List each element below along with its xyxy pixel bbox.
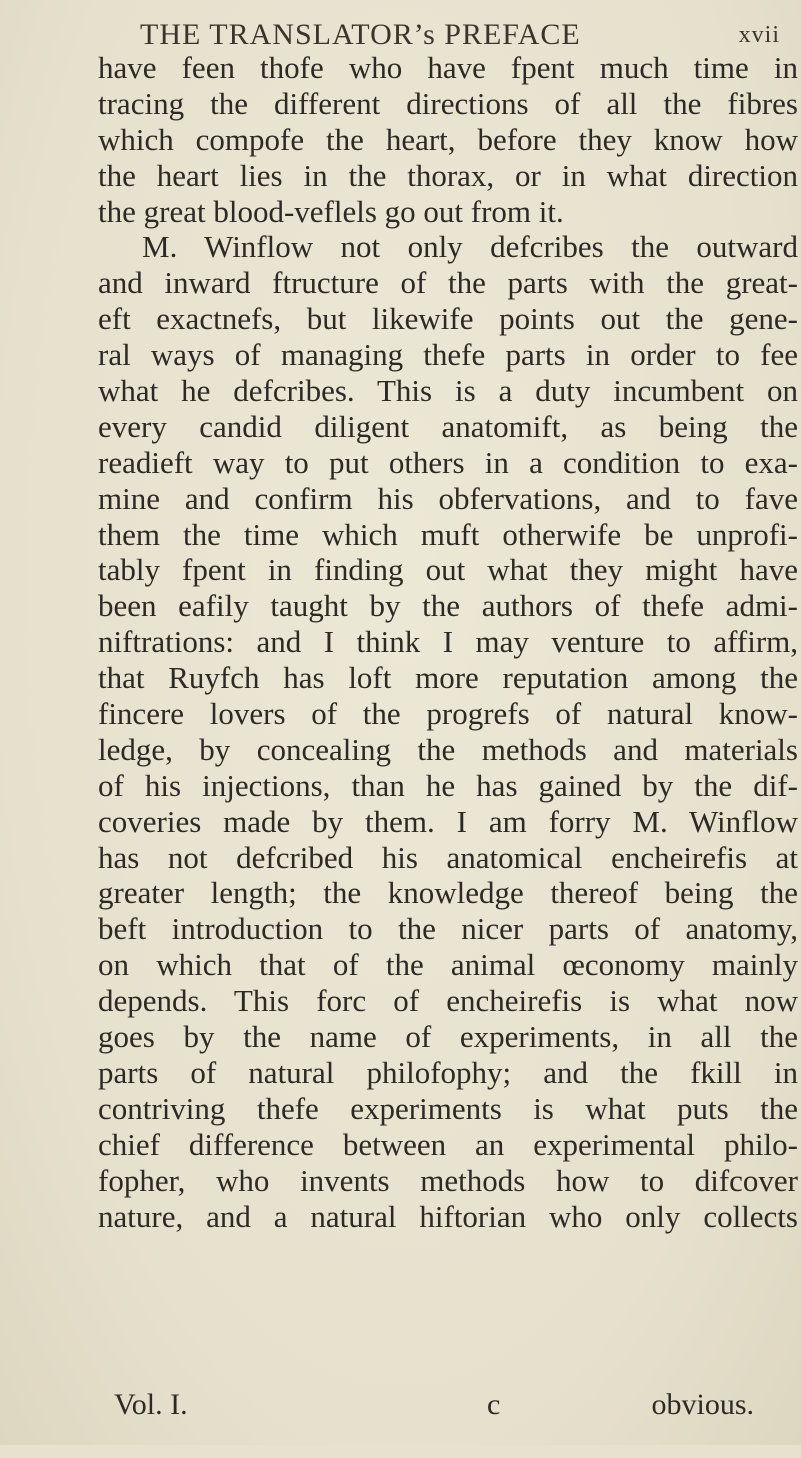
text-line: of his injections, than he has gained by the dif-	[98, 767, 798, 803]
text-line: tracing the different directions of all the fibres	[98, 85, 798, 121]
text-line: fincere lovers of the progrefs of natural know-	[98, 696, 798, 732]
page-number: xvii	[738, 22, 780, 48]
text-line: been eafily taught by the authors of thefe admi-	[98, 588, 798, 624]
text-line: what he defcribes. This is a duty incumbent on	[98, 373, 798, 409]
text-line: the great blood-veflels go out from it.	[98, 193, 564, 229]
text-line: greater length; the knowledge thereof being the	[98, 875, 798, 911]
text-line: chief difference between an experimental philo-	[98, 1126, 798, 1162]
page-footer	[114, 1388, 754, 1458]
text-line: parts of natural philofophy; and the fkill in	[98, 1054, 798, 1090]
text-line: and inward ftructure of the parts with the great-	[98, 265, 798, 301]
text-line: which compofe the heart, before they know how	[98, 121, 798, 157]
volume-label: Vol. I.	[114, 1388, 188, 1421]
text-line: on which that of the animal œconomy mainly	[98, 947, 798, 983]
text-line: eft exactnefs, but likewife points out the gene-	[98, 301, 798, 337]
text-line: has not defcribed his anatomical encheirefis at	[98, 839, 798, 875]
text-line: M. Winflow not only defcribes the outward	[142, 229, 798, 265]
signature-mark: c	[487, 1388, 501, 1421]
text-line: have feen thofe who have fpent much time in	[98, 50, 798, 85]
text-line: the heart lies in the thorax, or in what direction	[98, 157, 798, 193]
text-line: them the time which muft otherwife be unprofi-	[98, 516, 798, 552]
text-line: coveries made by them. I am forry M. Winflow	[98, 803, 798, 839]
running-title: THE TRANSLATOR’s PREFACE	[140, 18, 581, 51]
text-line: that Ruyfch has loft more reputation among the	[98, 660, 798, 696]
text-line: tably fpent in finding out what they might have	[98, 552, 798, 588]
text-line: nature, and a natural hiftorian who only collects	[98, 1198, 798, 1234]
text-line: ledge, by concealing the methods and materials	[98, 731, 798, 767]
text-line: mine and confirm his obfervations, and to fave	[98, 480, 798, 516]
text-line: niftrations: and I think I may venture to affirm,	[98, 624, 798, 660]
text-line: every candid diligent anatomift, as being the	[98, 408, 798, 444]
text-line: fopher, who invents methods how to difcover	[98, 1162, 798, 1198]
text-line: depends. This forc of encheirefis is what now	[98, 983, 798, 1019]
text-line: contriving thefe experiments is what puts the	[98, 1090, 798, 1126]
text-line: goes by the name of experiments, in all the	[98, 1019, 798, 1055]
text-line: readieft way to put others in a condition to exa-	[98, 444, 798, 480]
body-text	[98, 50, 798, 1234]
text-line: ral ways of managing thefe parts in order to fee	[98, 337, 798, 373]
catchword: obvious.	[651, 1388, 754, 1421]
text-line: beft introduction to the nicer parts of anatomy,	[98, 911, 798, 947]
